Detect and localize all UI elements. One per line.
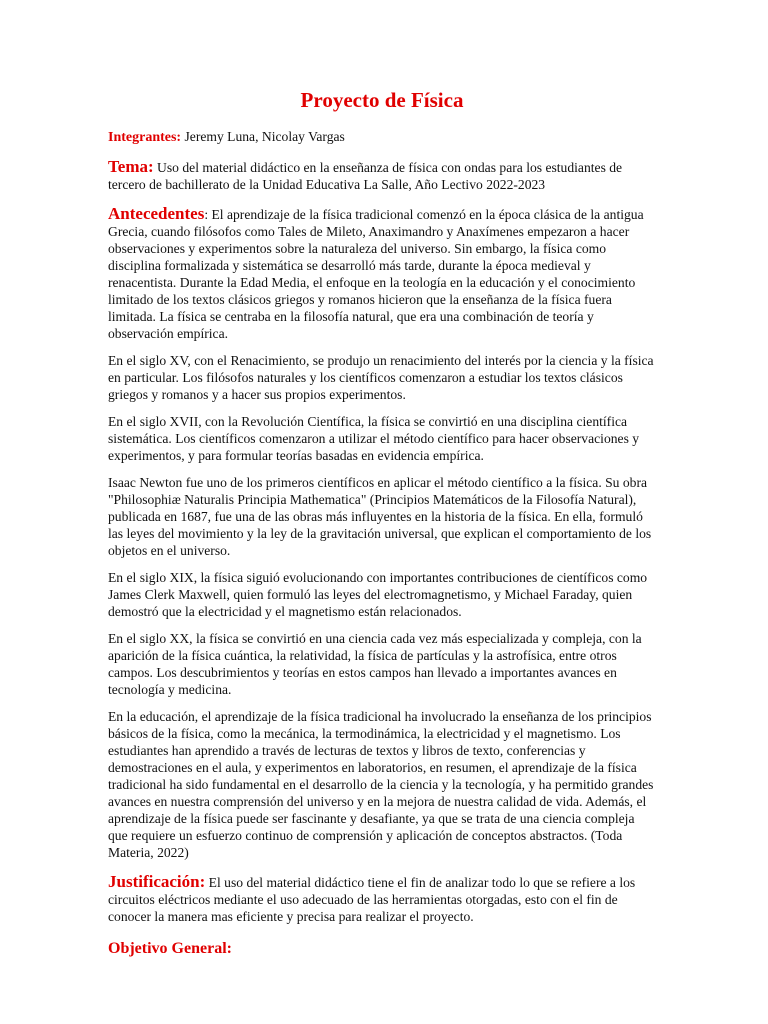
justificacion-label: Justificación: xyxy=(108,872,206,891)
tema-text: Uso del material didáctico en la enseñanza de física con ondas para los estudiantes de tercero de bachillerato de la Unidad Educativa La Salle, Año Lectivo 2022-2023 xyxy=(108,160,623,192)
justificacion-text: El uso del material didáctico tiene el fin de analizar todo lo que se refiere a los circuitos eléctricos mediante el uso adecuado de las herramientas otorgadas, esto con el fin de conocer la manera mas eficiente y precisa para realizar el proyecto. xyxy=(108,875,636,924)
paragraph-siglo-xix: En el siglo XIX, la física siguió evolucionando con importantes contribuciones de científicos como James Clerk Maxwell, quien formuló las leyes del electromagnetismo, y Michael Faraday, quien demostró que la electricidad y el magnetismo están relacionados. xyxy=(108,570,648,619)
paragraph-newton: Isaac Newton fue uno de los primeros científicos en aplicar el método científico a la física. Su obra "Philosophiæ Naturalis Principia Mathematica" (Principios Matemáticos de la Filosofía Natural), publicada en 1687, fue una de las obras más influyentes en la historia de la física. En ella, formuló las leyes del movimiento y la ley de la gravitación universal, que explican el comportamiento de los objetos en el universo. xyxy=(108,475,652,558)
paragraph-siglo-xv: En el siglo XV, con el Renacimiento, se produjo un renacimiento del interés por la ciencia y la física en particular. Los filósofos naturales y los científicos comenzaron a estudiar los textos clásicos griegos y romanos y a hacer sus propios experimentos. xyxy=(108,353,654,402)
antecedentes-paragraph xyxy=(108,205,656,342)
tema-label: Tema: xyxy=(108,157,154,176)
integrantes-line xyxy=(108,128,656,146)
antecedentes-label: Antecedentes xyxy=(108,204,205,223)
integrantes-text: Jeremy Luna, Nicolay Vargas xyxy=(181,129,345,144)
document-title: Proyecto de Física xyxy=(300,88,464,112)
justificacion-paragraph xyxy=(108,873,656,925)
antecedentes-text: : El aprendizaje de la física tradicional comenzó en la época clásica de la antigua Grecia, cuando filósofos como Tales de Mileto, Anaximandro y Anaxímenes empezaron a hacer observaciones y experimentos sobre la naturaleza del universo. Sin embargo, la física como disciplina formalizada y sistemática se desarrolló más tarde, durante la época medieval y renacentista. Durante la Edad Media, el enfoque en la teología en la educación y el conocimiento limitado de los textos clásicos griegos y romanos hicieron que la enseñanza de la física fuera limitada. La física se centraba en la filosofía natural, que era una combinación de teoría y observación empírica. xyxy=(108,207,644,341)
tema-paragraph xyxy=(108,158,656,193)
integrantes-label: Integrantes: xyxy=(108,130,182,145)
document-page xyxy=(108,86,656,959)
objetivo-general-heading: Objetivo General: xyxy=(108,940,232,957)
paragraph-educacion: En la educación, el aprendizaje de la física tradicional ha involucrado la enseñanza de los principios básicos de la física, como la mecánica, la termodinámica, la electricidad y el magnetismo. Los estudiantes han aprendido a través de lecturas de textos y libros de texto, conferencias y demostraciones en el aula, y experimentos en laboratorios, en resumen, el aprendizaje de la física tradicional ha sido fundamental en el desarrollo de la ciencia y la tecnología, y ha permitido grandes avances en nuestra comprensión del universo y en la mejora de nuestra calidad de vida. Además, el aprendizaje de la física puede ser fascinante y desafiante, ya que se trata de una ciencia compleja que requiere un esfuerzo continuo de comprensión y aplicación de conceptos abstractos. (Toda Materia, 2022) xyxy=(108,709,654,860)
paragraph-siglo-xx: En el siglo XX, la física se convirtió en una ciencia cada vez más especializada y compleja, con la aparición de la física cuántica, la relatividad, la física de partículas y la astrofísica, entre otros campos. Los descubrimientos y teorías en estos campos han llevado a importantes avances en tecnología y medicina. xyxy=(108,631,642,697)
paragraph-siglo-xvii: En el siglo XVII, con la Revolución Científica, la física se convirtió en una disciplina científica sistemática. Los científicos comenzaron a utilizar el método científico para hacer observaciones y experimentos, y para formular teorías basadas en evidencia empírica. xyxy=(108,414,640,463)
